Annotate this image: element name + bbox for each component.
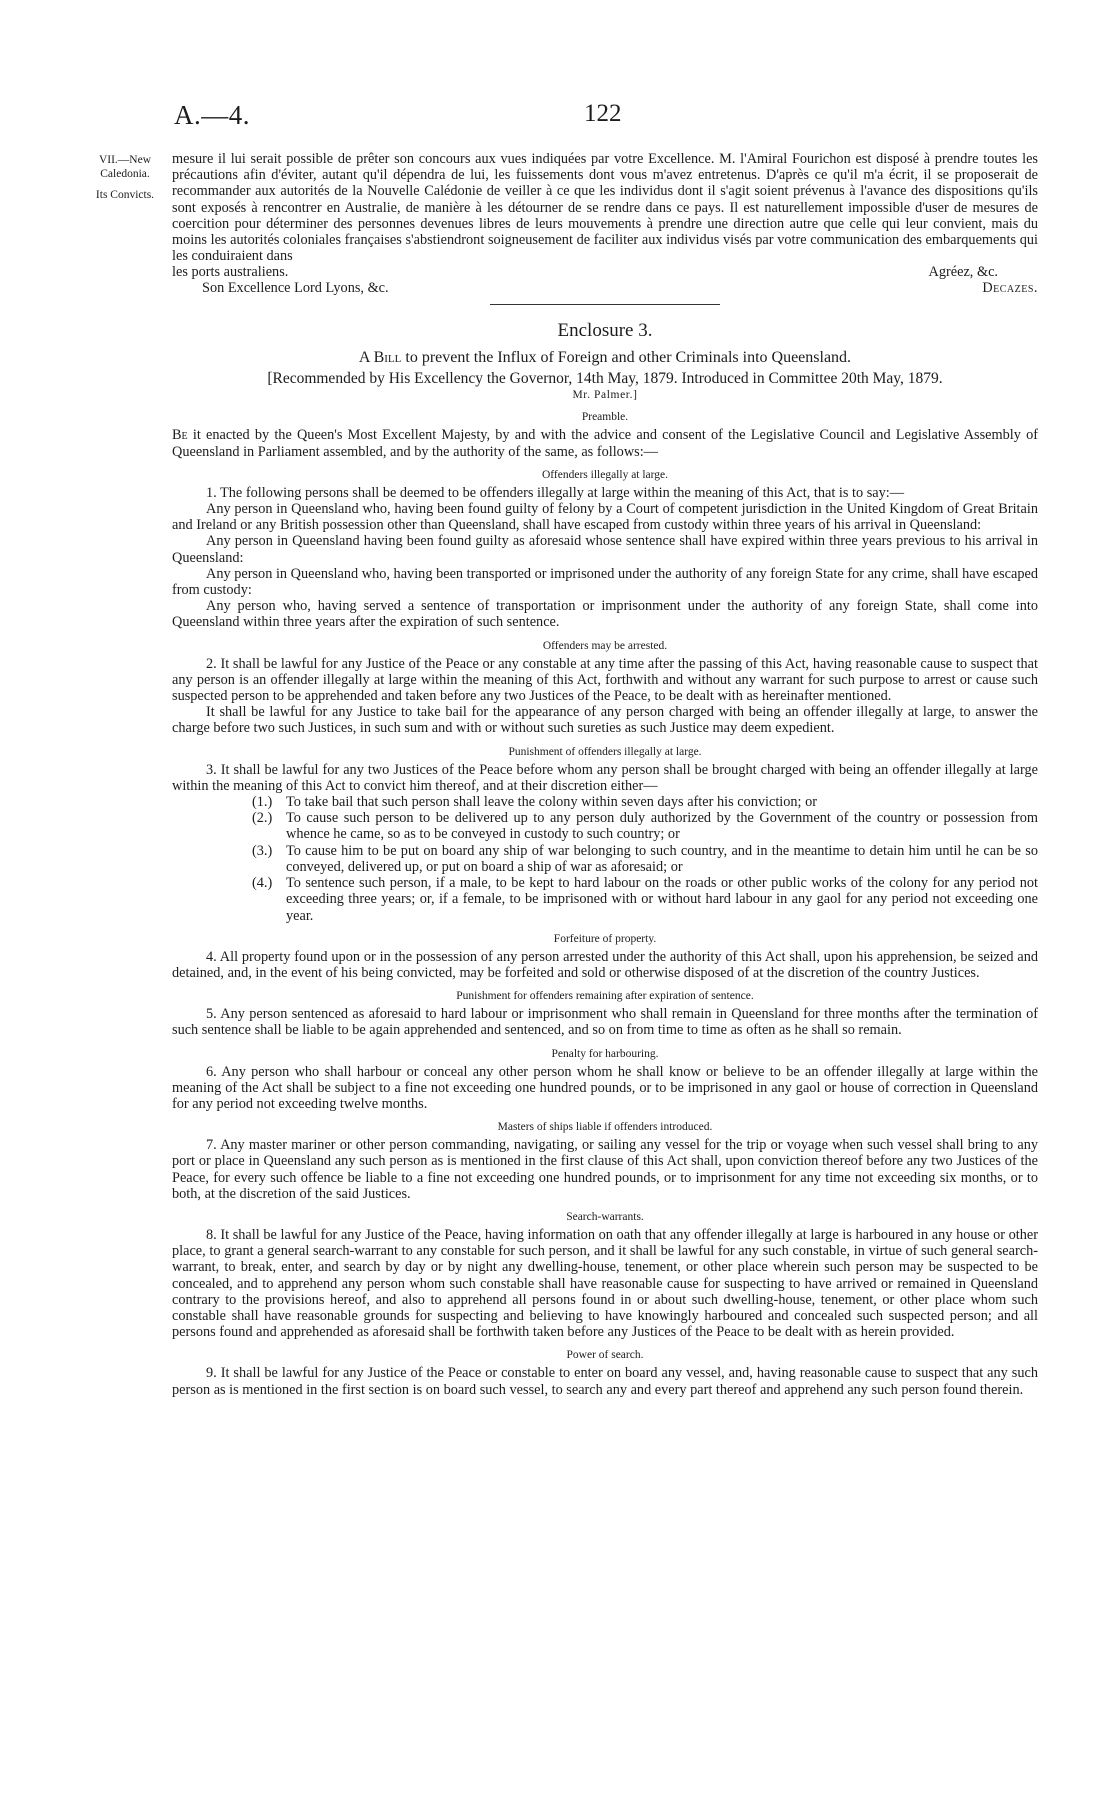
section-5-heading: Punishment for offenders remaining after expiration of sentence. [456, 990, 754, 1003]
section-7-text: 7. Any master mariner or other person commanding, navigating, or sailing any vessel for the trip or voyage when such vessel shall bring to any port or place in Queensland any such person as is mentioned in the first clause of this Act shall, upon conviction thereof before any two Justices of the Peace, for every such offence be liable to a fine not exceeding one hundred pounds, or to imprisonment for any time not exceeding six months, or to both, at the discretion of the said Justices. [172, 1137, 1038, 1202]
section-1-clause: Any person in Queensland who, having been transported or imprisoned under the authority of any foreign State for any crime, shall have escaped from custody: [172, 565, 1038, 599]
enclosure-title: Enclosure 3. [557, 320, 653, 342]
section-1-clause: Any person in Queensland having been found guilty as aforesaid whose sentence shall have expired within three years previous to his arrival in Queensland: [172, 533, 1038, 566]
section-6-text: 6. Any person who shall harbour or conceal any other person whom he shall know or believe to be an offender illegally at large within the meaning of the Act shall be subject to a fine not exceeding one hundred pounds, or to be imprisoned in any gaol or house of correction in Queensland for any period not exceeding twelve months. [172, 1063, 1038, 1112]
section-4-text: 4. All property found upon or in the possession of any person arrested under the authority of this Act shall, upon his apprehension, be seized and detained, and, in the event of his being convicted, may be forfeited and sold or otherwise disposed of at the discretion of the country Justices. [172, 948, 1038, 981]
section-5-text: 5. Any person sentenced as aforesaid to hard labour or imprisonment who shall remain in Queensland for three months after the termination of such sentence shall be liable to be again apprehended and sentenced, and so on from time to time as often as he shall so remain. [172, 1006, 1038, 1039]
option-text: To take bail that such person shall leave the colony within seven days after his conviction; or [286, 794, 818, 811]
option-number: (3.) [252, 842, 273, 859]
letter-last-line-row [172, 264, 1038, 280]
section-6-heading: Penalty for harbouring. [551, 1047, 659, 1060]
section-3-option [252, 794, 1038, 810]
section-8-text: 8. It shall be lawful for any Justice of the Peace, having information on oath that any offender illegally at large is harboured in any house or other place, to grant a general search-warrant to any constable for such person, and it shall be lawful for any such constable, in virtue of such general search-warrant, to break, enter, and search by day or by night any dwelling-house, tenement, or other place wherein such person may be suspected to be concealed, and to apprehend any person whom such constable shall have reasonable cause for suspecting to have arrived or remained in Queensland contrary to the provisions hereof, and also to apprehend all persons found in or about such dwelling-house, tenement, or other place whom such constable shall have reasonable grounds for suspecting and believing to have knowingly harboured and concealed such suspected person; and all persons found and apprehended as aforesaid shall be forthwith taken before any Justices of the Peace to be dealt with as herein provided. [172, 1226, 1038, 1341]
preamble-heading: Preamble. [581, 411, 629, 424]
letter-addressee: Son Excellence Lord Lyons, &c. [202, 280, 389, 297]
section-4-heading: Forfeiture of property. [553, 932, 657, 945]
section-1-clause: Any person who, having served a sentence of transportation or imprisonment under the authority of any foreign State, shall come into Queensland within three years after the expiration of such sentence. [172, 598, 1038, 631]
section-1-heading: Offenders illegally at large. [541, 468, 669, 481]
section-8-heading: Search-warrants. [566, 1210, 644, 1223]
bill-title [172, 348, 1038, 368]
letter-signature: Decazes. [982, 280, 1038, 297]
option-number: (4.) [252, 875, 273, 892]
section-9-text: 9. It shall be lawful for any Justice of the Peace or constable to enter on board any vessel, and, having reasonable cause to suspect that any such person as is mentioned in the first section is on board such vessel, to search any and every part thereof and apprehend any such person found therein. [172, 1365, 1038, 1398]
divider-rule [490, 304, 720, 305]
section-1-clause: Any person in Queensland who, having been found guilty of felony by a Court of competent jurisdiction in the United Kingdom of Great Britain and Ireland or any British possession other than Queensland, shall have escaped from custody within three years of his arrival in Queensland: [172, 501, 1038, 534]
option-number: (1.) [252, 794, 273, 811]
preamble-text [172, 427, 1038, 459]
preamble-lead: Be [172, 427, 188, 444]
bill-recommended-line: [Recommended by His Excellency the Governor, 14th May, 1879. Introduced in Committee 20th May, 1879. [267, 370, 943, 388]
bill-member: Mr. Palmer.] [572, 389, 638, 402]
letter-signature-row [172, 280, 1038, 296]
section-3-intro: 3. It shall be lawful for any two Justices of the Peace before whom any person shall be brought charged with being an offender illegally at large within the meaning of this Act to convict him thereof, and at their discretion either— [172, 761, 1038, 794]
section-3-option [252, 875, 1038, 924]
section-2-heading: Offenders may be arrested. [542, 639, 668, 652]
margin-note-convicts: Its Convicts. [95, 189, 155, 201]
section-3-options [172, 794, 1038, 924]
series-label: A.—4. [174, 100, 250, 130]
section-3-option [252, 843, 1038, 875]
page-number: 122 [584, 100, 622, 127]
main-column [172, 151, 1038, 1398]
option-number: (2.) [252, 810, 273, 827]
option-text: To cause such person to be delivered up to any person duly authorized by the Government of the country or possession from whence he came, so as to be conveyed in custody to such country; or [286, 810, 1038, 843]
section-7-heading: Masters of ships liable if offenders introduced. [497, 1121, 713, 1134]
section-3-heading: Punishment of offenders illegally at large. [508, 745, 702, 758]
section-2-paragraph: 2. It shall be lawful for any Justice of the Peace or any constable at any time after the passing of this Act, having reasonable cause to suspect that any person is an offender illegally at large within the meaning of this Act, forthwith and without any warrant for such purpose to arrest or cause such suspected person to be apprehended and taken before any two Justices of the Peace, to be dealt with as hereinafter mentioned. [172, 655, 1038, 705]
option-text: To cause him to be put on board any ship of war belonging to such country, and in the meantime to detain him until he can be so conveyed, delivered up, or put on board a ship of war as aforesaid; or [286, 842, 1038, 875]
option-text: To sentence such person, if a male, to be kept to hard labour on the roads or other public works of the colony for any period not exceeding three years; or, if a female, to be imprisoned with or without hard labour in any gaol for any period not exceeding one year. [286, 875, 1038, 924]
section-9-heading: Power of search. [566, 1349, 644, 1362]
letter-body: mesure il lui serait possible de prêter son concours aux vues indiquées par votre Excellence. M. l'Amiral Fourichon est disposé à prendre toutes les précautions afin d'éviter, autant qu'il dépendra de lui, les fuissements dont vous m'avez entretenus. D'après ce qu'il m'a écrit, il se proposerait de recommander aux autorités de la Nouvelle Calédonie de veiller à ce que les individus dont il s'agit soient prévenus à l'avance des dispositions qu'ils sont exposés à rencontrer en Australie, de manière à les détourner de se rendre dans ce pays. Il est naturellement impossible d'user de mesures de coercition pour déterminer des personnes devenues libres de leurs mouvements à prendre une direction autre que celle qui leur convient, mais du moins les autorités coloniales françaises s'abstiendront soigneusement de faciliter aux individus visés par votre communication des embarquements qui les conduiraient dans [172, 151, 1038, 265]
letter-closing: Agréez, &c. [928, 264, 998, 281]
section-2-paragraph: It shall be lawful for any Justice to take bail for the appearance of any person charged with being an offender illegally at large, to answer the charge before two such Justices, in such sum and with or without such sureties as such Justice may deem expedient. [172, 704, 1038, 737]
letter-last-line: les ports australiens. [172, 264, 289, 281]
margin-note-new-caledonia: VII.—New Caledonia. [98, 154, 152, 180]
bill-title-text: to prevent the Influx of Foreign and other Criminals into Queensland. [405, 349, 852, 367]
section-1-intro: 1. The following persons shall be deemed to be offenders illegally at large within the meaning of this Act, that is to say:— [206, 484, 905, 501]
section-3-option [252, 810, 1038, 842]
bill-prefix: A Bill [358, 349, 402, 367]
preamble-body: it enacted by the Queen's Most Excellent Majesty, by and with the advice and consent of the Legislative Council and Legislative Assembly of Queensland in Parliament assembled, and by the authority of the same, as follows:— [172, 427, 1038, 460]
